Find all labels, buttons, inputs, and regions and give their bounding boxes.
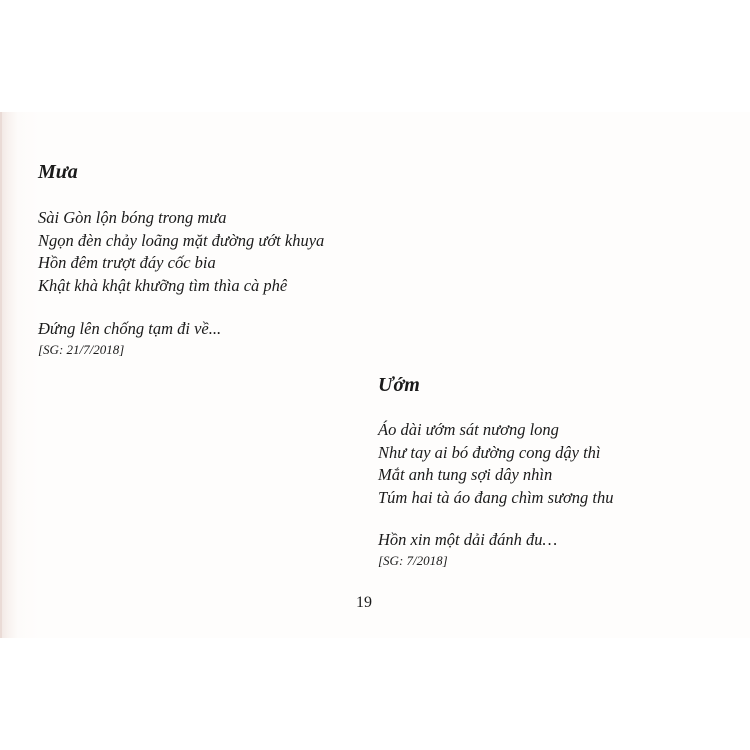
poem-title: Mưa bbox=[38, 161, 78, 183]
poem-line: Hồn đêm trượt đáy cốc bia bbox=[38, 253, 216, 272]
poem-mua bbox=[38, 160, 324, 358]
poem-line: Sài Gòn lộn bóng trong mưa bbox=[38, 208, 227, 227]
poem-stanza bbox=[38, 207, 324, 297]
poem-closing-line: Đứng lên chống tạm đi về... bbox=[38, 319, 222, 338]
poem-line: Ngọn đèn chảy loãng mặt đường ướt khuya bbox=[38, 230, 325, 250]
poem-date: [SG: 21/7/2018] bbox=[38, 341, 125, 357]
poem-line: Túm hai tà áo đang chìm sương thu bbox=[378, 487, 614, 507]
poem-closing-line: Hồn xin một dải đánh đu… bbox=[378, 530, 558, 549]
poem-line: Như tay ai bó đường cong dậy thì bbox=[378, 442, 601, 462]
poem-stanza bbox=[378, 419, 614, 509]
page-edge bbox=[0, 112, 2, 638]
poem-title: Ướm bbox=[378, 374, 420, 396]
poem-uom bbox=[378, 373, 614, 569]
poem-line: Áo dài ướm sát nương long bbox=[378, 420, 559, 439]
poem-date: [SG: 7/2018] bbox=[378, 552, 448, 568]
poem-line: Mắt anh tung sợi dây nhìn bbox=[378, 465, 553, 484]
poem-line: Khật khà khật khưỡng tìm thìa cà phê bbox=[38, 275, 288, 295]
page-number: 19 bbox=[356, 594, 372, 611]
